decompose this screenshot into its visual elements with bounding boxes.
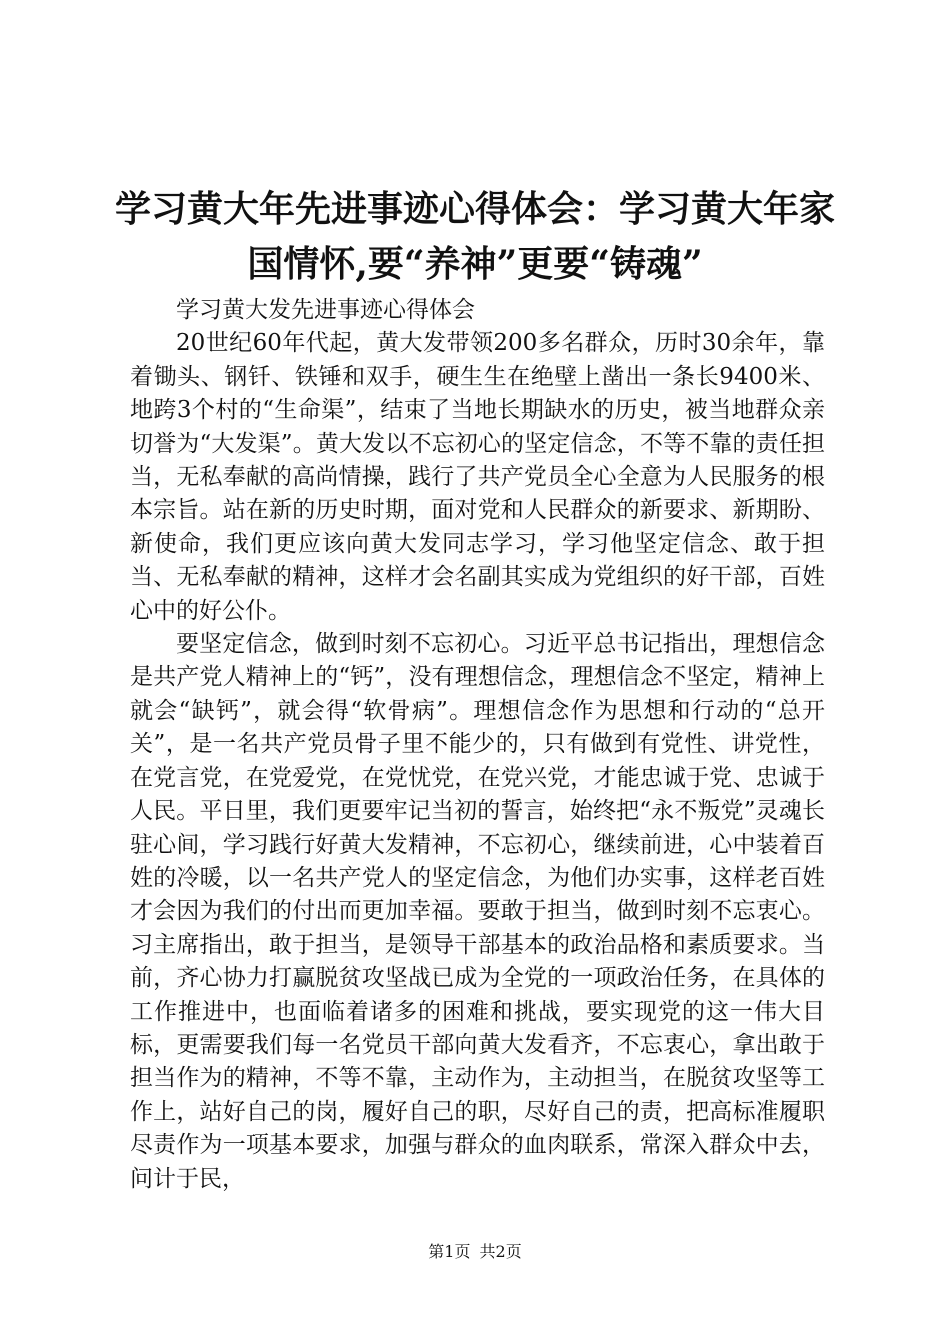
document-subtitle: 学习黄大发先进事迹心得体会	[176, 297, 475, 323]
title-line-1: 学习黄大年先进事迹心得体会：学习黄大年家	[114, 188, 835, 230]
paragraph-2: 要坚定信念，做到时刻不忘初心。习近平总书记指出，理想信念是共产党人精神上的“钙”，没有理想信念，理想信念不坚定，精神上就会“缺钙”，就会得“软骨病”。理想信念作为思想和行动的“总开关”，是一名共产党员骨子里不能少的，只有做到有党性、讲党性，在党言党，在党爱党，在党忧党，在党兴党，才能忠诚于党、忠诚于人民。平日里，我们更要牢记当初的誓言，始终把“永不叛党”灵魂长驻心间，学习践行好黄大发精神，不忘初心，继续前进，心中装着百姓的冷暖，以一名共产党人的坚定信念，为他们办实事，这样老百姓才会因为我们的付出而更加幸福。要敢于担当，做到时刻不忘衷心。习主席指出，敢于担当，是领导干部基本的政治品格和素质要求。当前，齐心协力打赢脱贫攻坚战已成为全党的一项政治任务，在具体的工作推进中，也面临着诸多的困难和挑战，要实现党的这一伟大目标，更需要我们每一名党员干部向黄大发看齐，不忘衷心，拿出敢于担当作为的精神，不等不靠，主动作为，主动担当，在脱贫攻坚等工作上，站好自己的岗，履好自己的职，尽好自己的责，把高标准履职尽责作为一项基本要求，加强与群众的血肉联系，常深入群众中去，问计于民，	[130, 631, 825, 1192]
document-title	[80, 182, 870, 292]
page-footer	[0, 1240, 950, 1264]
page-number: 第1页	[428, 1242, 471, 1261]
paragraph-1: 20世纪60年代起，黄大发带领200多名群众，历时30余年，靠着锄头、钢钎、铁锤和双手，硬生生在绝壁上凿出一条长9400米、地跨3个村的“生命渠”，结束了当地长期缺水的历史，被当地群众亲切誉为“大发渠”。黄大发以不忘初心的坚定信念，不等不靠的责任担当，无私奉献的高尚情操，践行了共产党员全心全意为人民服务的根本宗旨。站在新的历史时期，面对党和人民群众的新要求、新期盼、新使命，我们更应该向黄大发同志学习，学习他坚定信念、敢于担当、无私奉献的精神，这样才会名副其实成为党组织的好干部，百姓心中的好公仆。	[130, 330, 825, 624]
page-total: 共2页	[479, 1242, 522, 1261]
document-body	[130, 294, 825, 1196]
title-line-2: 国情怀,要“养神”更要“铸魂”	[247, 243, 703, 285]
